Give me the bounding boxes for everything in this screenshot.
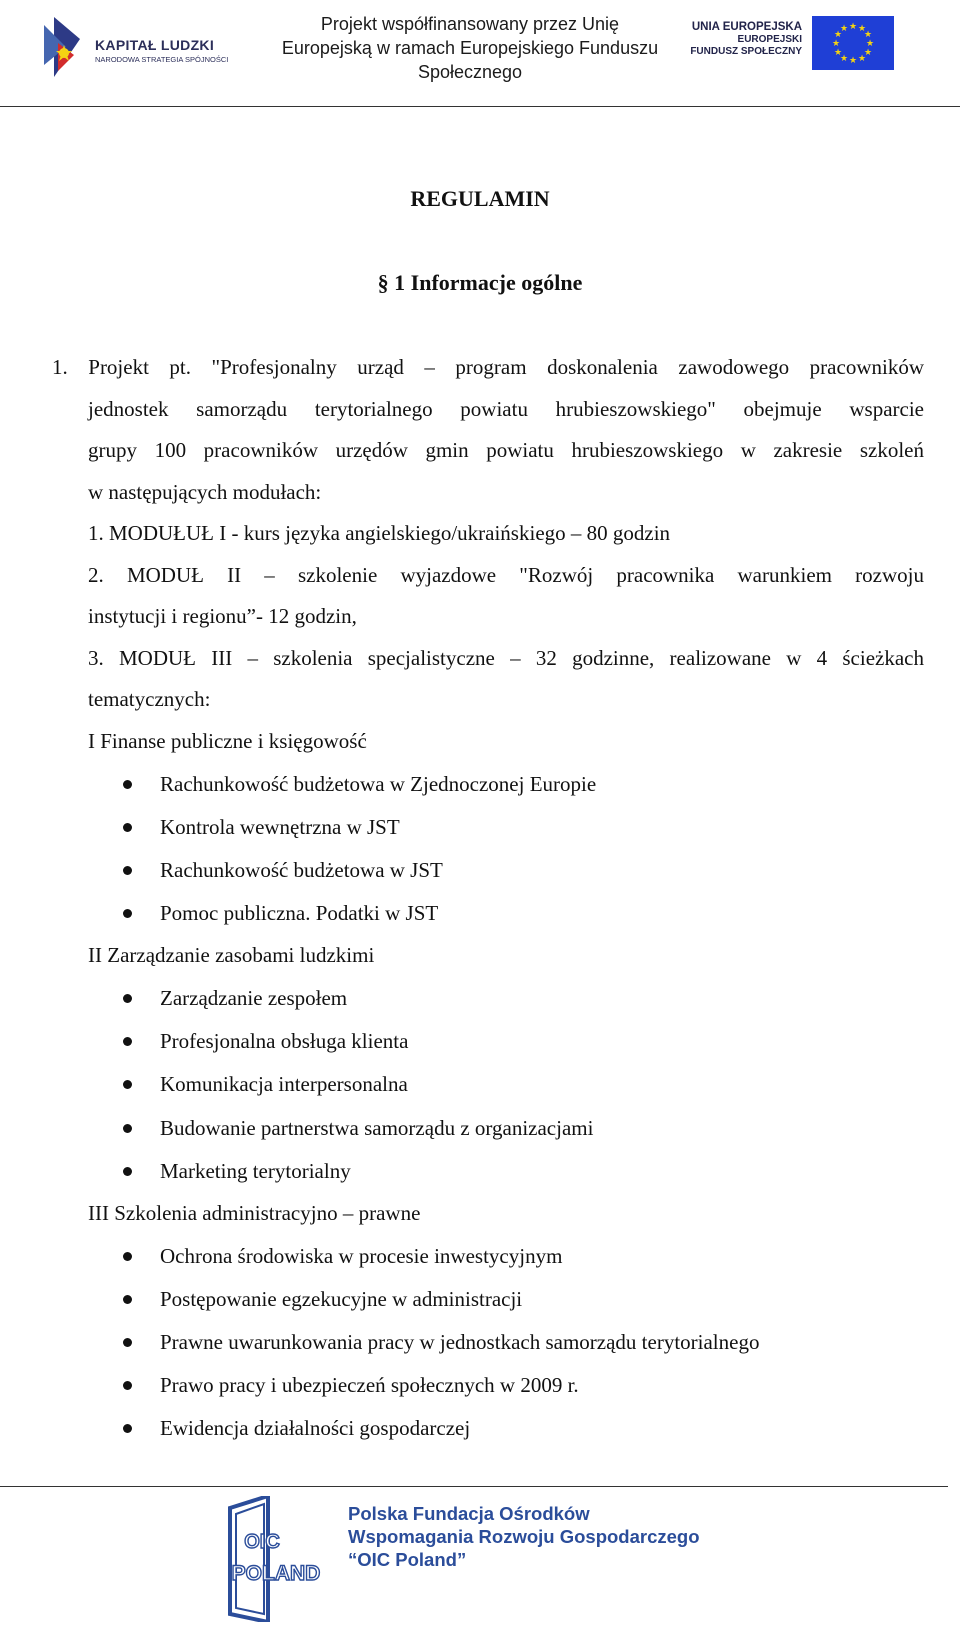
header-cofinance-text [270, 12, 670, 84]
list-item: Kontrola wewnętrzna w JST [160, 815, 400, 839]
module-2: 2. MODUŁ II – szkolenie wyjazdowe "Rozwój pracownika warunkiem rozwoju [88, 563, 924, 587]
list-item: Prawne uwarunkowania pracy w jednostkach samorządu terytorialnego [160, 1330, 760, 1354]
kapital-ludzki-title: KAPITAŁ LUDZKI [95, 37, 215, 53]
bullet-icon [123, 1252, 132, 1261]
module-1: 1. MODUŁUŁ I - kurs języka angielskiego/ukraińskiego – 80 godzin [88, 521, 671, 545]
bullet-icon [123, 866, 132, 875]
list-item: Ewidencja działalności gospodarczej [160, 1416, 471, 1440]
svg-text:★: ★ [863, 30, 873, 40]
list-item: Marketing terytorialny [160, 1159, 351, 1183]
list-item: Rachunkowość budżetowa w Zjednoczonej Europie [160, 772, 597, 796]
bullet-icon [123, 1037, 132, 1046]
bullet-icon [123, 909, 132, 918]
intro-line: jednostek samorządu terytorialnego powiatu hrubieszowskiego" obejmuje wsparcie [88, 397, 924, 421]
oic-poland-logo [210, 1496, 335, 1622]
svg-text:★: ★ [848, 56, 858, 66]
bullet-icon [123, 1381, 132, 1390]
footer-line: Polska Fundacja Ośrodków [348, 1503, 590, 1524]
eu-label-line: FUNDUSZ SPOŁECZNY [690, 46, 802, 57]
intro-line: w następujących modułach: [88, 480, 322, 504]
oic-logo-top-text: OIC [244, 1531, 280, 1553]
bullet-icon [123, 994, 132, 1003]
kapital-ludzki-emblem-icon [40, 15, 100, 81]
svg-text:★: ★ [857, 54, 867, 64]
svg-text:★: ★ [831, 39, 841, 49]
intro-line: grupy 100 pracowników urzędów gmin powiatu hrubieszowskiego w zakresie szkoleń [88, 438, 924, 462]
path-heading: II Zarządzanie zasobami ludzkimi [88, 943, 375, 967]
document-title: REGULAMIN [410, 186, 550, 211]
list-item: Rachunkowość budżetowa w JST [160, 858, 443, 882]
list-item: Profesjonalna obsługa klienta [160, 1029, 409, 1053]
bullet-icon [123, 1424, 132, 1433]
svg-text:★: ★ [848, 22, 858, 32]
bullet-icon [123, 1124, 132, 1133]
footer-organization [348, 1502, 700, 1571]
list-item: Budowanie partnerstwa samorządu z organizacjami [160, 1116, 594, 1140]
header-line: Projekt współfinansowany przez Unię [320, 14, 620, 34]
list-item: Zarządzanie zespołem [160, 986, 348, 1010]
path-heading: I Finanse publiczne i księgowość [88, 729, 367, 753]
svg-text:★: ★ [833, 48, 843, 58]
module-3-cont: tematycznych: [88, 687, 211, 711]
svg-text:★: ★ [839, 24, 849, 34]
bullet-icon [123, 823, 132, 832]
bullet-icon [123, 1338, 132, 1347]
svg-text:★: ★ [839, 54, 849, 64]
bullet-icon [123, 1167, 132, 1176]
header-divider [0, 106, 960, 107]
eu-label-line: EUROPEJSKI [737, 34, 802, 45]
list-item: Postępowanie egzekucyjne w administracji [160, 1287, 523, 1311]
list-item: Pomoc publiczna. Podatki w JST [160, 901, 439, 925]
bullet-icon [123, 1080, 132, 1089]
footer-line: “OIC Poland” [348, 1549, 467, 1570]
eu-fund-label [660, 20, 802, 58]
footer-divider [0, 1486, 948, 1487]
kapital-ludzki-subtitle: NARODOWA STRATEGIA SPÓJNOŚCI [95, 55, 229, 64]
module-3: 3. MODUŁ III – szkolenia specjalistyczne – 32 godzinne, realizowane w 4 ścieżkach [88, 646, 924, 670]
list-item: Ochrona środowiska w procesie inwestycyjnym [160, 1244, 563, 1268]
svg-text:★: ★ [863, 48, 873, 58]
intro-line: 1. Projekt pt. "Profesjonalny urząd – program doskonalenia zawodowego pracowników [52, 355, 924, 379]
path-heading: III Szkolenia administracyjno – prawne [88, 1201, 421, 1225]
module-2-cont: instytucji i regionu”- 12 godzin, [88, 604, 357, 628]
header-line: Europejską w ramach Europejskiego Funduszu [281, 38, 659, 58]
list-item: Komunikacja interpersonalna [160, 1072, 408, 1096]
oic-logo-bottom-text: POLAND [231, 1562, 321, 1585]
bullet-icon [123, 780, 132, 789]
eu-flag-icon [812, 16, 894, 70]
eu-label-line: UNIA EUROPEJSKA [691, 21, 802, 33]
svg-text:★: ★ [865, 39, 875, 49]
header-line: Społecznego [417, 62, 523, 82]
footer-line: Wspomagania Rozwoju Gospodarczego [348, 1526, 700, 1547]
section-heading: § 1 Informacje ogólne [377, 270, 583, 295]
bullet-icon [123, 1295, 132, 1304]
svg-text:★: ★ [833, 30, 843, 40]
svg-text:★: ★ [857, 24, 867, 34]
list-item: Prawo pracy i ubezpieczeń społecznych w 2009 r. [160, 1373, 579, 1397]
